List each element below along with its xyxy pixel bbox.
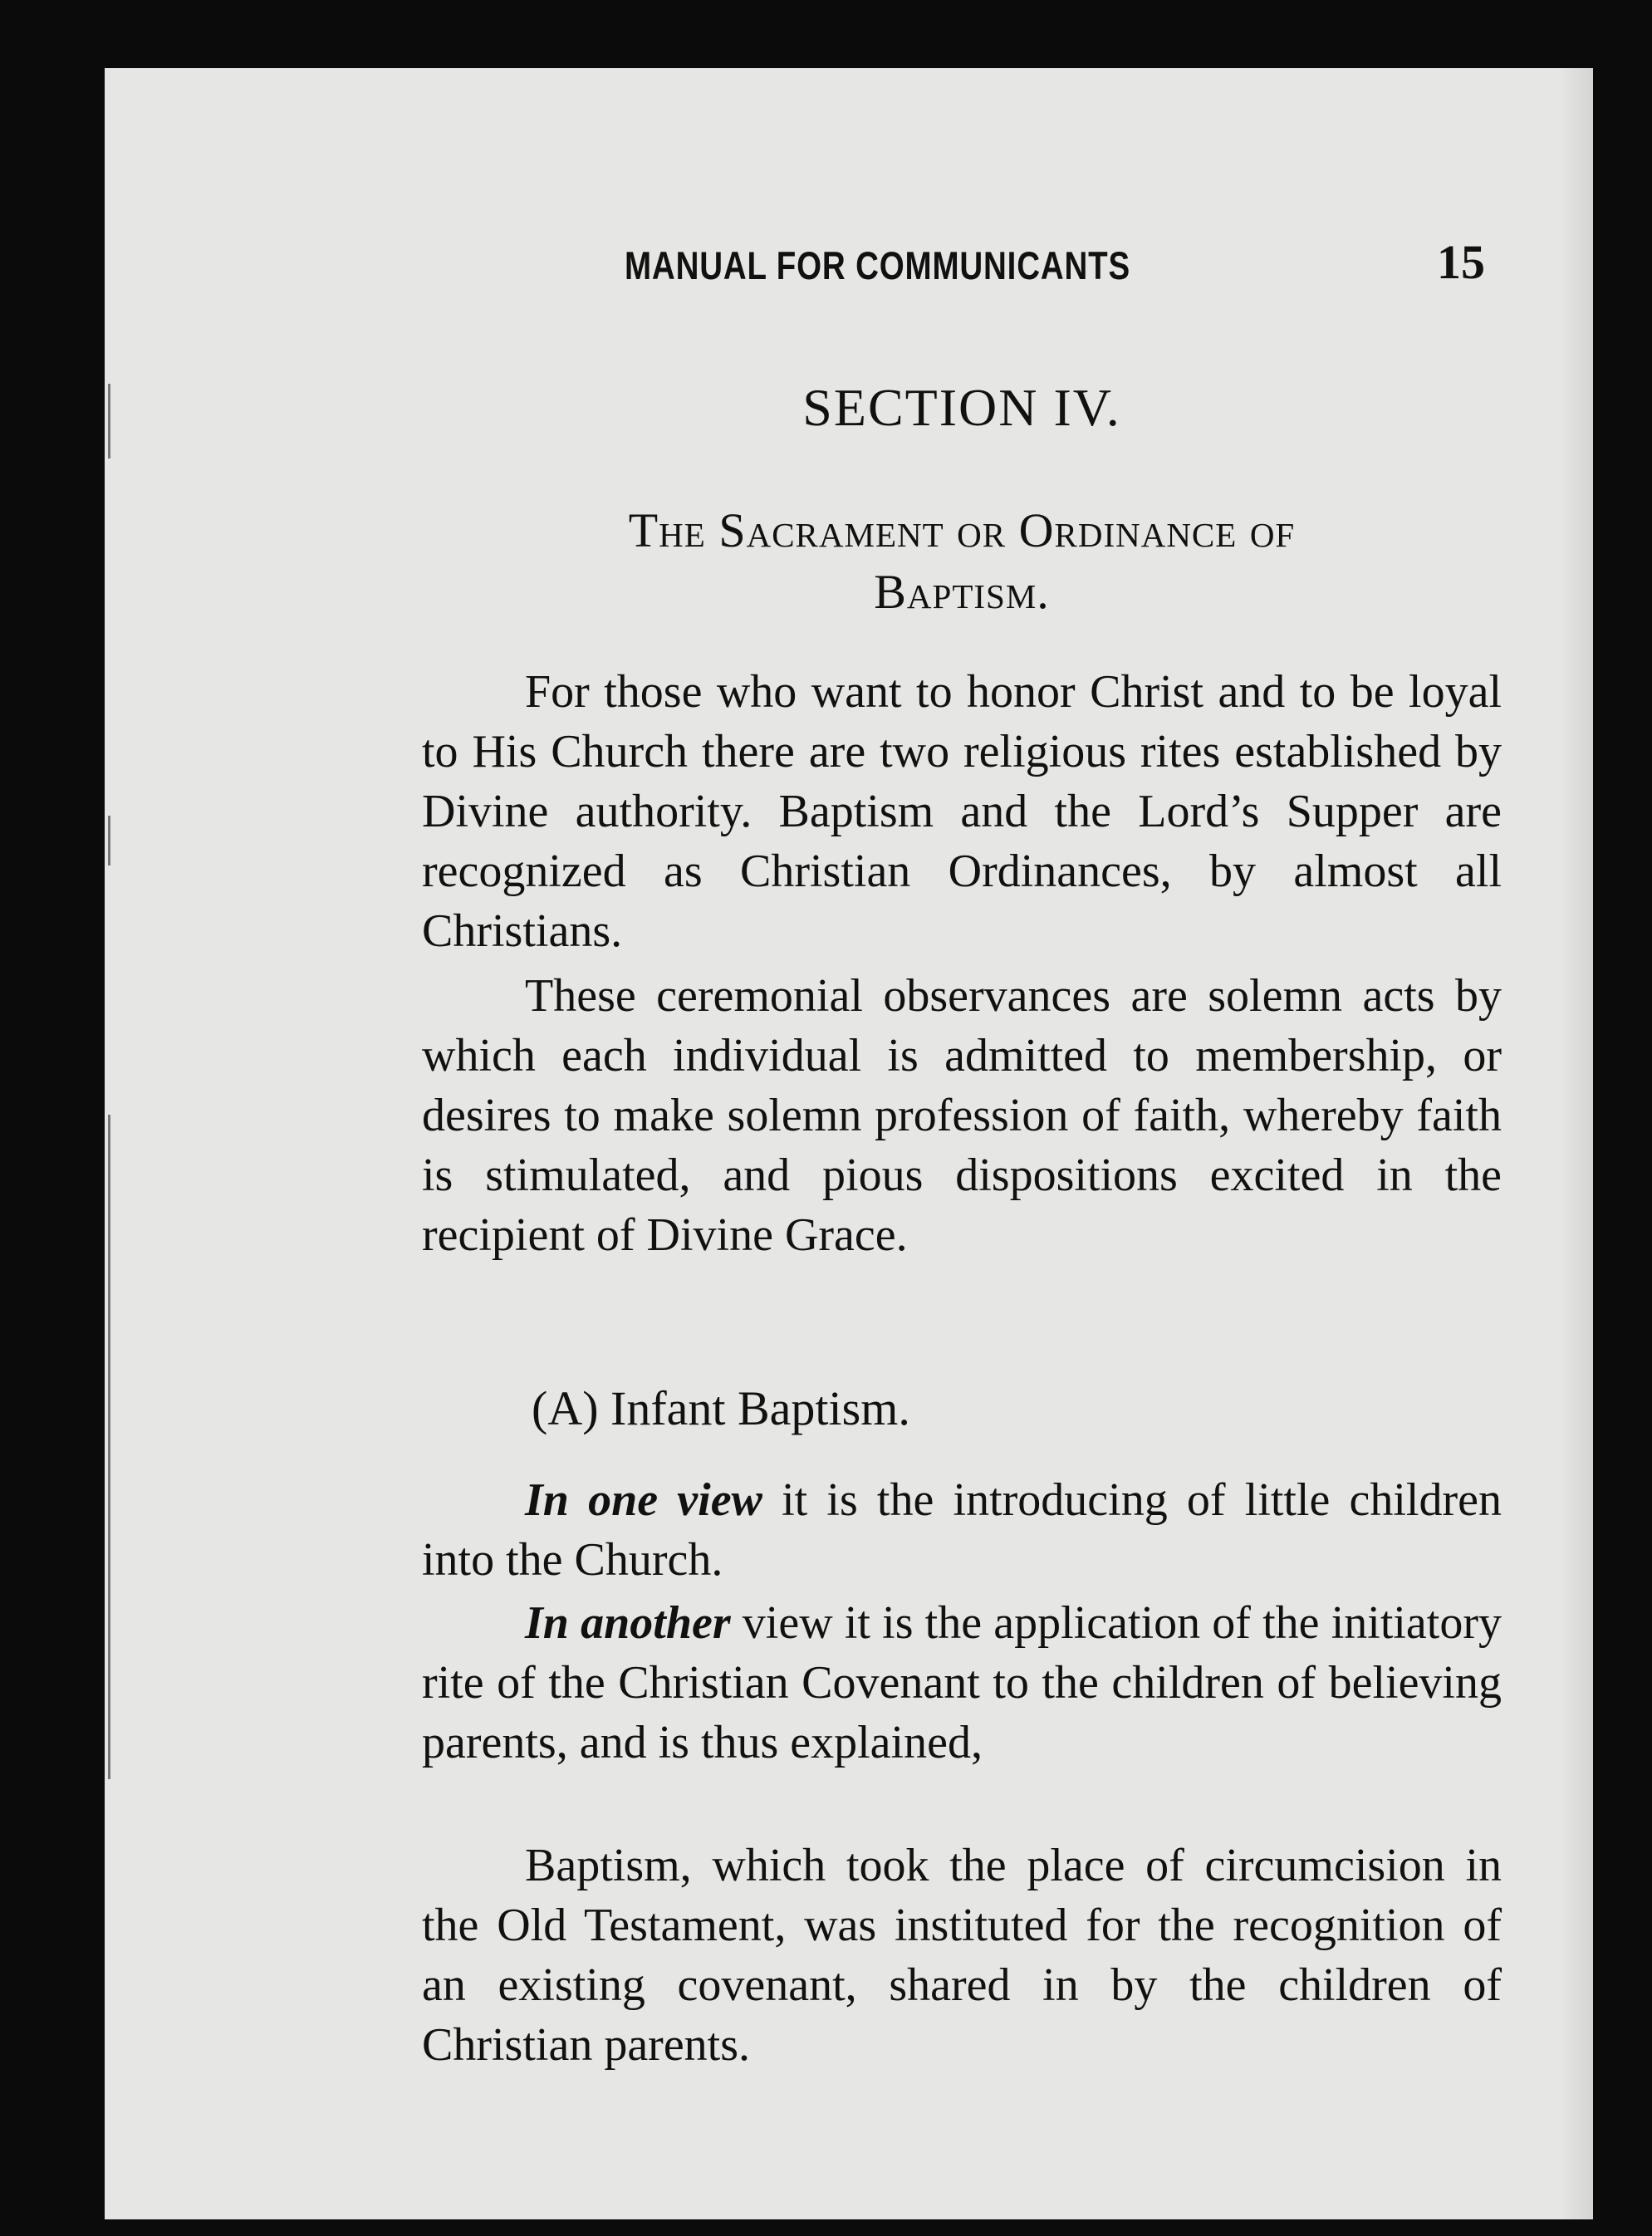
subheading-infant-baptism: (A) Infant Baptism.	[532, 1381, 910, 1435]
paragraph-3-lead: In one view	[525, 1474, 762, 1526]
paragraph-3-text: it is the introducing of little children into the Church.	[422, 1474, 1502, 1586]
gutter-shadow	[108, 1115, 110, 1779]
gutter-shadow	[108, 384, 110, 458]
paragraph-5: Baptism, which took the place of circumcision in the Old Testament, was instituted for the recognition of an existing covenant, shared in by the children of Christian parents.	[422, 1840, 1502, 2071]
book-page	[105, 68, 1593, 2219]
page-number: 15	[1437, 235, 1485, 289]
page-edge	[1560, 68, 1593, 2219]
running-title: MANUAL FOR COMMUNICANTS	[625, 243, 1131, 287]
paragraph-4-lead: In another	[525, 1597, 731, 1649]
paragraph-2: These ceremonial observances are solemn acts by which each individual is admitted to membership, or desires to make solemn profession of faith, whereby faith is stimulated, and pious dispositions excited in the recipient of Divine Grace.	[422, 970, 1502, 1261]
paragraph-4	[422, 1593, 1502, 1773]
section-subtitle-line2: Baptism.	[874, 565, 1050, 619]
paragraph-3	[422, 1470, 1502, 1590]
paragraph-1: For those who want to honor Christ and to be loyal to His Church there are two religious rites established by Divine authority. Baptism and the Lord’s Supper are recognized as Christian Ordinances, by almost all Christians.	[422, 666, 1502, 957]
gutter-shadow	[108, 816, 110, 865]
running-head	[422, 234, 1502, 292]
section-heading: SECTION IV.	[802, 378, 1121, 437]
section-subtitle-line1: The Sacrament or Ordinance of	[628, 503, 1296, 557]
paragraph-4-text: view it is the application of the initiatory rite of the Christian Covenant to the children of believing parents, and is thus explained,	[422, 1597, 1502, 1768]
section-subtitle	[422, 500, 1502, 623]
